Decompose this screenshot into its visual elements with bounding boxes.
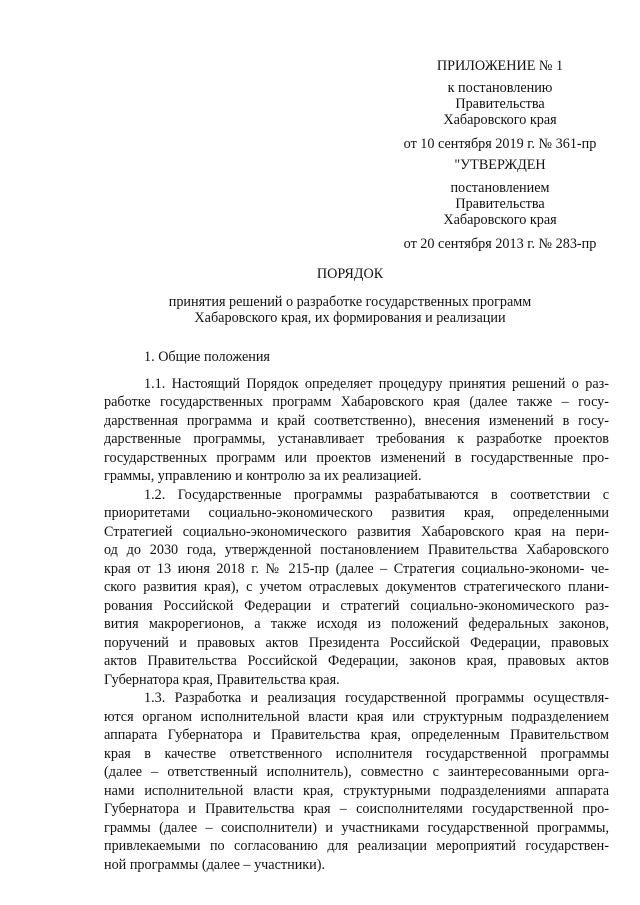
paragraph-line: граммы, управлению и контролю за их реализацией.: [104, 468, 422, 484]
government-label-2: Правительства: [455, 196, 545, 212]
approved-label: "УТВЕРЖДЕН: [454, 157, 546, 173]
paragraph-line: ной программы (далее – участники).: [104, 856, 326, 873]
paragraph-line: 1.2. Государственные программы разрабатываются в соответствии с: [144, 486, 609, 503]
section-heading: 1. Общие положения: [144, 349, 270, 365]
paragraph-line: работке государственных программ Хабаровского края (далее также – госу-: [104, 394, 609, 410]
paragraph-line: привлекаемыми по согласованию для реализации мероприятий государствен-: [104, 838, 609, 854]
government-label: Правительства: [455, 96, 545, 112]
paragraph-line: нами исполнительной власти края, структурными подразделениями аппарата: [104, 782, 609, 799]
paragraph-line: вития макрорегионов, а также исходя из положений федеральных законов,: [104, 616, 609, 632]
paragraph-line: ского развития края), с учетом отраслевых документов стратегического плани-: [104, 579, 609, 595]
document-title-block: [100, 266, 600, 326]
paragraph-line: дарственная программа и край соответственно), внесения изменений в госу-: [104, 412, 609, 429]
region-label: Хабаровского края: [443, 112, 557, 128]
paragraph-line: (далее – ответственный исполнитель), совместно с заинтересованными орга-: [104, 764, 609, 780]
paragraph-line: од до 2030 года, утвержденной постановлением Правительства Хабаровского: [104, 542, 609, 558]
appendix-number: ПРИЛОЖЕНИЕ № 1: [436, 58, 564, 74]
paragraph-line: граммы (далее – соисполнители) и участниками государственной программы,: [104, 819, 609, 836]
paragraph-line: государственных программ или проектов изменений в государственные про-: [104, 449, 609, 466]
paragraph-1-2: [104, 486, 609, 690]
paragraph-line: поручений и правовых актов Президента Российской Федерации, правовых: [104, 634, 609, 651]
document-subtitle-line: принятия решений о разработке государственных программ: [168, 294, 532, 310]
document-subtitle-line: Хабаровского края, их формирования и реализации: [194, 310, 506, 326]
paragraph-line: аппарата Губернатора и Правительства края, определенным Правительством: [104, 727, 609, 743]
document-title: ПОРЯДОК: [316, 266, 384, 282]
paragraph-line: Губернатора и Правительства края – соисполнителями государственной про-: [104, 801, 609, 817]
paragraph-line: рования Российской Федерации и стратегий социально-экономического раз-: [104, 597, 609, 614]
to-resolution-label: к постановлению: [447, 80, 553, 96]
paragraph-line: края от 13 июня 2018 г. № 215-пр (далее – Стратегия социально-экономи- че-: [104, 560, 609, 577]
paragraph-line: ются органом исполнительной власти края или структурным подразделением: [104, 708, 609, 725]
paragraph-line: 1.3. Разработка и реализация государственной программы осуществля-: [144, 690, 609, 706]
paragraph-line: приоритетами социально-экономического развития края, определенными: [104, 505, 609, 521]
appendix-header: [360, 58, 640, 252]
paragraph-line: дарственные программы, устанавливает требования к разработке проектов: [104, 431, 609, 447]
paragraph-1-3: [104, 689, 609, 874]
document-body: [104, 348, 609, 874]
paragraph-line: Губернатора края, Правительства края.: [104, 671, 340, 688]
paragraph-1-1: [104, 375, 609, 486]
region-label-2: Хабаровского края: [443, 212, 557, 228]
paragraph-line: 1.1. Настоящий Порядок определяет процедуру принятия решений о раз-: [144, 375, 609, 392]
paragraph-line: Стратегией социально-экономического развития Хабаровского края на пери-: [104, 523, 609, 540]
paragraph-line: актов Правительства Российской Федерации, законов края, правовых актов: [104, 653, 609, 669]
resolution-date-number: от 10 сентября 2019 г. № 361-пр: [403, 136, 597, 152]
by-resolution-label: постановлением: [450, 180, 550, 196]
original-resolution-date-number: от 20 сентября 2013 г. № 283-пр: [403, 236, 597, 252]
paragraph-line: края в качестве ответственного исполнителя государственной программы: [104, 745, 609, 762]
